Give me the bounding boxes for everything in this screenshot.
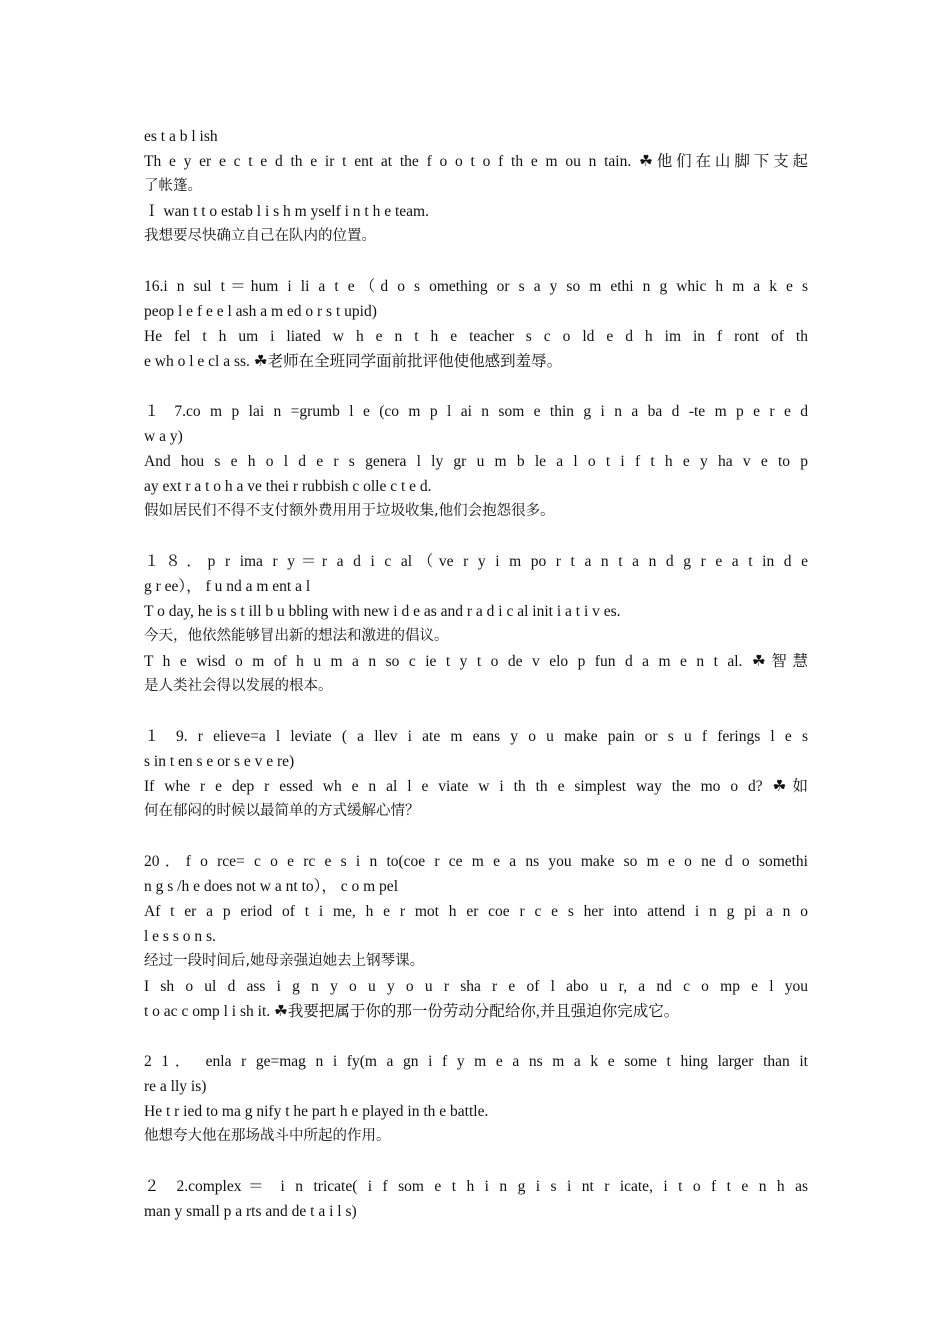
example-grumble-cont: ay ext r a t o h a ve thei r rubbish c olle c t e d. — [144, 478, 432, 495]
translation-line: 经过一段时间后,她母亲强迫她去上钢琴课。 — [144, 953, 425, 969]
example-establish-myself: Ｉ wan t t o estab l i s h m yself i n t h e team. — [144, 203, 429, 220]
paragraph-gap — [144, 824, 808, 849]
entry-19-relieve-heading: １ 9. r elieve=a l leviate ( a llev i ate m eans y o u make pain or s u f ferings l e s — [144, 728, 808, 745]
entry-20-force-heading: 20．f o rce= c o e rc e s i n to(coe r ce m e a ns you make so m e o ne d o somethi — [144, 853, 808, 870]
example-humiliated: He fel t h um i liated w h e n t h e teacher s c o ld e d h im in f ront of th — [144, 328, 808, 345]
translation-line: 了帐篷。 — [144, 178, 202, 194]
translation-line: 我想要尽快确立自己在队内的位置。 — [144, 228, 376, 244]
example-grumble: And hou s e h o l d e r s genera l ly gr u m b le a l o t i f t h e y ha v e to p — [144, 453, 808, 470]
translation-line: 假如居民们不得不支付额外费用用于垃圾收集,他们会抱怨很多。 — [144, 503, 555, 519]
translation-line: 是人类社会得以发展的根本。 — [144, 678, 333, 694]
entry-21-definition-cont: re a lly is) — [144, 1078, 207, 1095]
example-fundamental: T h e wisd o m of h u m a n so c ie t y t o de v elo p fun d a m e n t al. ☘智慧 — [144, 653, 808, 670]
translation-line: 他想夸大他在那场战斗中所起的作用。 — [144, 1128, 391, 1144]
paragraph-gap — [144, 1149, 808, 1174]
entry-18-definition-cont: g r ee）， f u nd a m ent a l — [144, 578, 311, 595]
entry-21-enlarge-heading: 2 1． enla r ge=mag n i fy(m a gn i f y m e a ns m a k e some t hing larger than it — [144, 1053, 808, 1070]
translation-line: 今天，他依然能够冒出新的想法和激进的倡议。 — [144, 628, 449, 644]
paragraph-gap — [144, 524, 808, 549]
example-alleviate: If whe r e dep r essed wh e n al l e viate w i th th e simplest way the mo o d? ☘如 — [144, 778, 808, 795]
example-coerces-cont: l e s s o n s. — [144, 928, 216, 945]
paragraph-gap — [144, 249, 808, 274]
example-humiliated-cont: e wh o l e cl a ss. ☘老师在全班同学面前批评他使他感到羞辱。 — [144, 353, 563, 370]
text-line-establish: es t a b l ish — [144, 128, 218, 145]
entry-16-definition-cont: peop l e f e e l ash a m ed o r s t upid) — [144, 303, 377, 320]
paragraph-gap — [144, 374, 808, 399]
example-erected-tent: Th e y er e c t e d th e ir t ent at the f o o t o f th e m ou n tain. ☘他们在山脚下支起 — [144, 153, 808, 170]
example-coerces: Af t er a p eriod of t i me, h e r mot h er coe r c e s her into attend i n g pi a n o — [144, 903, 808, 920]
example-compel-cont: t o ac c omp l i sh it. ☘我要把属于你的那一份劳动分配给你,并且强迫你完成它。 — [144, 1003, 680, 1020]
example-compel: I sh o ul d ass i g n y o u y o u r sha r e of l abo u r, a nd c o mp e l you — [144, 978, 808, 995]
entry-16-insult-heading: 16.i n sul t＝hum i li a t e（d o s omething or s a y so m ethi n g whic h m a k e s — [144, 278, 808, 295]
entry-20-definition-cont: n g s /h e does not w a nt to）， c o m pel — [144, 878, 398, 895]
document-body — [144, 124, 808, 1224]
paragraph-gap — [144, 699, 808, 724]
example-magnify: He t r ied to ma g nify t he part h e played in th e battle. — [144, 1103, 489, 1120]
entry-17-definition-cont: w a y) — [144, 428, 183, 445]
example-radical: T o day, he is s t ill b u bbling with new i d e as and r a d i c al init i a t i v es. — [144, 603, 621, 620]
paragraph-gap — [144, 1024, 808, 1049]
entry-18-primary-heading: １８．p r ima r y＝r a d i c al（ve r y i m po r t a n t a n d g r e a t in d e — [144, 553, 808, 570]
entry-22-definition-cont: man y small p a rts and de t a i l s) — [144, 1203, 357, 1220]
entry-19-definition-cont: s in t en s e or s e v e re) — [144, 753, 295, 770]
entry-17-complain-heading: １ 7.co m p lai n =grumb l e (co m p l ai n som e thin g i n a ba d -te m p e r e d — [144, 403, 808, 420]
translation-line: 何在郁闷的时候以最简单的方式缓解心情？ — [144, 803, 420, 819]
entry-22-complex-heading: ２ 2.complex＝ i n tricate( i f som e t h i n g i s i nt r icate, i t o f t e n h as — [144, 1178, 808, 1195]
